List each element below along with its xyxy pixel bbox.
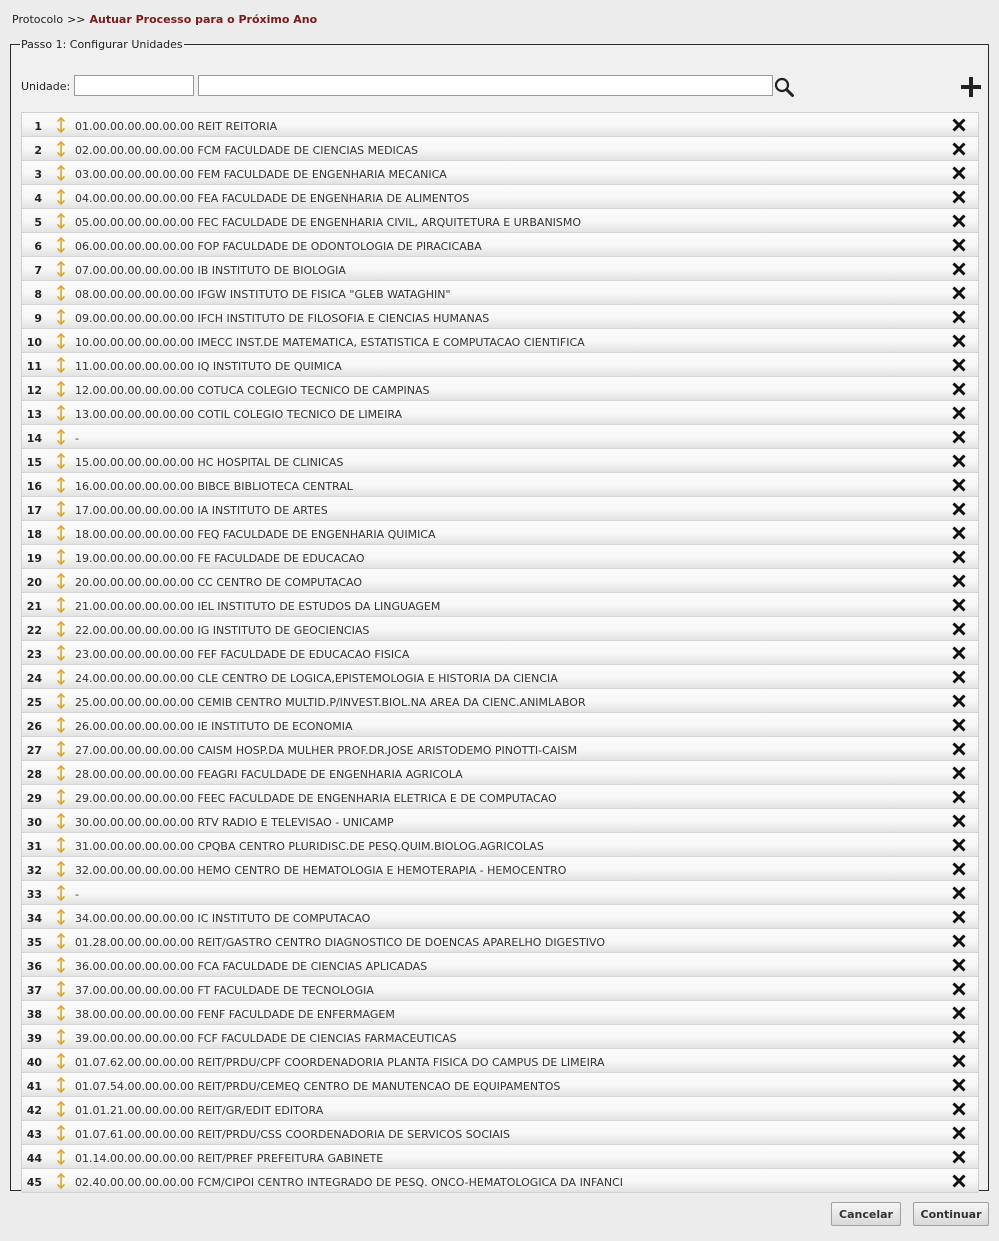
unit-text: 01.28.00.00.00.00.00 REIT/GASTRO CENTRO DIAGNOSTICO DE DOENCAS APARELHO DIGESTIVO (75, 936, 606, 949)
drag-handle-icon[interactable] (56, 1173, 66, 1189)
list-item[interactable] (22, 473, 978, 497)
drag-handle-icon[interactable] (56, 549, 66, 565)
item-number: 20 (26, 576, 42, 589)
drag-handle-icon[interactable] (56, 789, 66, 805)
close-icon[interactable] (951, 933, 967, 949)
list-item[interactable] (22, 785, 978, 809)
list-item[interactable] (22, 737, 978, 761)
drag-handle-icon[interactable] (56, 621, 66, 637)
drag-handle-icon[interactable] (56, 165, 66, 181)
unit-text: 27.00.00.00.00.00.00 CAISM HOSP.DA MULHER PROF.DR.JOSE ARISTODEMO PINOTTI-CAISM (75, 744, 578, 757)
list-item[interactable] (22, 689, 978, 713)
close-icon[interactable] (951, 813, 967, 829)
unit-text: 10.00.00.00.00.00.00 IMECC INST.DE MATEMATICA, ESTATISTICA E COMPUTACAO CIENTIFICA (75, 336, 585, 349)
unit-text: - (75, 432, 79, 445)
unit-text: 12.00.00.00.00.00.00 COTUCA COLEGIO TECNICO DE CAMPINAS (75, 384, 430, 397)
item-number: 35 (26, 936, 42, 949)
close-icon[interactable] (951, 861, 967, 877)
unit-text: 16.00.00.00.00.00.00 BIBCE BIBLIOTECA CENTRAL (75, 480, 353, 493)
drag-handle-icon[interactable] (56, 885, 66, 901)
list-item[interactable] (22, 1025, 978, 1049)
unit-text: 01.07.61.00.00.00.00 REIT/PRDU/CSS COORDENADORIA DE SERVICOS SOCIAIS (75, 1128, 511, 1141)
step-1-panel (10, 38, 989, 1191)
drag-handle-icon[interactable] (56, 741, 66, 757)
drag-handle-icon[interactable] (56, 645, 66, 661)
unit-text: 02.40.00.00.00.00.00 FCM/CIPOI CENTRO INTEGRADO DE PESQ. ONCO-HEMATOLOGICA DA INFANCI (75, 1176, 624, 1189)
unit-text: 22.00.00.00.00.00.00 IG INSTITUTO DE GEOCIENCIAS (75, 624, 370, 637)
unit-text: 25.00.00.00.00.00.00 CEMIB CENTRO MULTID.P/INVEST.BIOL.NA AREA DA CIENC.ANIMLABOR (75, 696, 586, 709)
item-number: 14 (26, 432, 42, 445)
list-item[interactable] (22, 713, 978, 737)
unit-text: 01.07.62.00.00.00.00 REIT/PRDU/CPF COORDENADORIA PLANTA FISICA DO CAMPUS DE LIMEIRA (75, 1056, 605, 1069)
drag-handle-icon[interactable] (56, 309, 66, 325)
drag-handle-icon[interactable] (56, 573, 66, 589)
close-icon[interactable] (951, 117, 967, 133)
close-icon[interactable] (951, 189, 967, 205)
item-number: 43 (26, 1128, 42, 1141)
drag-handle-icon[interactable] (56, 1101, 66, 1117)
unit-text: 36.00.00.00.00.00.00 FCA FACULDADE DE CIENCIAS APLICADAS (75, 960, 428, 973)
drag-handle-icon[interactable] (56, 669, 66, 685)
close-icon[interactable] (951, 1029, 967, 1045)
list-item[interactable] (22, 257, 978, 281)
list-item[interactable] (22, 665, 978, 689)
item-number: 9 (34, 312, 42, 325)
unit-text: 39.00.00.00.00.00.00 FCF FACULDADE DE CIENCIAS FARMACEUTICAS (75, 1032, 457, 1045)
list-item[interactable] (22, 857, 978, 881)
close-icon[interactable] (951, 597, 967, 613)
drag-handle-icon[interactable] (56, 813, 66, 829)
item-number: 34 (26, 912, 42, 925)
close-icon[interactable] (951, 1053, 967, 1069)
item-number: 5 (34, 216, 42, 229)
drag-handle-icon[interactable] (56, 1077, 66, 1093)
close-icon[interactable] (951, 837, 967, 853)
list-item[interactable] (22, 449, 978, 473)
close-icon[interactable] (951, 501, 967, 517)
item-number: 2 (34, 144, 42, 157)
close-icon[interactable] (951, 789, 967, 805)
item-number: 30 (26, 816, 42, 829)
unit-text: 29.00.00.00.00.00.00 FEEC FACULDADE DE ENGENHARIA ELETRICA E DE COMPUTACAO (75, 792, 557, 805)
item-number: 22 (26, 624, 42, 637)
unit-text: 24.00.00.00.00.00.00 CLE CENTRO DE LOGICA,EPISTEMOLOGIA E HISTORIA DA CIENCIA (75, 672, 558, 685)
drag-handle-icon[interactable] (56, 1005, 66, 1021)
unit-text: 21.00.00.00.00.00.00 IEL INSTITUTO DE ESTUDOS DA LINGUAGEM (75, 600, 441, 613)
item-number: 8 (34, 288, 42, 301)
drag-handle-icon[interactable] (56, 933, 66, 949)
close-icon[interactable] (951, 957, 967, 973)
item-number: 3 (34, 168, 42, 181)
unit-text: 01.00.00.00.00.00.00 REIT REITORIA (75, 120, 278, 133)
list-item[interactable] (22, 353, 978, 377)
drag-handle-icon[interactable] (56, 861, 66, 877)
close-icon[interactable] (951, 429, 967, 445)
list-item[interactable] (22, 1001, 978, 1025)
unit-label: Unidade: (21, 80, 71, 93)
unit-text: 38.00.00.00.00.00.00 FENF FACULDADE DE ENFERMAGEM (75, 1008, 395, 1021)
item-number: 19 (26, 552, 42, 565)
unit-text: 15.00.00.00.00.00.00 HC HOSPITAL DE CLINICAS (75, 456, 344, 469)
unit-text: 01.01.21.00.00.00.00 REIT/GR/EDIT EDITORA (75, 1104, 324, 1117)
close-icon[interactable] (951, 981, 967, 997)
item-number: 41 (26, 1080, 42, 1093)
item-number: 40 (26, 1056, 42, 1069)
list-item[interactable] (22, 1145, 978, 1169)
list-item[interactable] (22, 209, 978, 233)
close-icon[interactable] (951, 237, 967, 253)
list-item[interactable] (22, 329, 978, 353)
close-icon[interactable] (951, 885, 967, 901)
drag-handle-icon[interactable] (56, 357, 66, 373)
list-item[interactable] (22, 593, 978, 617)
item-number: 18 (26, 528, 42, 541)
close-icon[interactable] (951, 645, 967, 661)
breadcrumb-separator: >> (67, 13, 86, 26)
close-icon[interactable] (951, 693, 967, 709)
list-item[interactable] (22, 281, 978, 305)
list-item[interactable] (22, 521, 978, 545)
unit-list (21, 112, 979, 1192)
item-number: 16 (26, 480, 42, 493)
unit-text: 08.00.00.00.00.00.00 IFGW INSTITUTO DE FISICA "GLEB WATAGHIN" (75, 288, 451, 301)
unit-text: 03.00.00.00.00.00.00 FEM FACULDADE DE ENGENHARIA MECANICA (75, 168, 447, 181)
breadcrumb-root[interactable]: Protocolo (12, 13, 64, 26)
drag-handle-icon[interactable] (56, 453, 66, 469)
list-item[interactable] (22, 305, 978, 329)
drag-handle-icon[interactable] (56, 597, 66, 613)
drag-handle-icon[interactable] (56, 405, 66, 421)
unit-text: 05.00.00.00.00.00.00 FEC FACULDADE DE ENGENHARIA CIVIL, ARQUITETURA E URBANISMO (75, 216, 582, 229)
close-icon[interactable] (951, 549, 967, 565)
drag-handle-icon[interactable] (56, 237, 66, 253)
cancel-button[interactable]: Cancelar (831, 1202, 901, 1226)
unit-text: 01.14.00.00.00.00.00 REIT/PREF PREFEITURA GABINETE (75, 1152, 384, 1165)
drag-handle-icon[interactable] (56, 1125, 66, 1141)
unit-text: 31.00.00.00.00.00.00 CPQBA CENTRO PLURIDISC.DE PESQ.QUIM.BIOLOG.AGRICOLAS (75, 840, 544, 853)
close-icon[interactable] (951, 141, 967, 157)
close-icon[interactable] (951, 381, 967, 397)
item-number: 39 (26, 1032, 42, 1045)
item-number: 25 (26, 696, 42, 709)
drag-handle-icon[interactable] (56, 957, 66, 973)
drag-handle-icon[interactable] (56, 693, 66, 709)
continue-button[interactable]: Continuar (913, 1202, 989, 1226)
drag-handle-icon[interactable] (56, 333, 66, 349)
item-number: 23 (26, 648, 42, 661)
drag-handle-icon[interactable] (56, 429, 66, 445)
unit-text: 23.00.00.00.00.00.00 FEF FACULDADE DE EDUCACAO FISICA (75, 648, 410, 661)
item-number: 7 (34, 264, 42, 277)
unit-text: 30.00.00.00.00.00.00 RTV RADIO E TELEVISAO - UNICAMP (75, 816, 394, 829)
close-icon[interactable] (951, 1173, 967, 1189)
list-item[interactable] (22, 977, 978, 1001)
list-item[interactable] (22, 137, 978, 161)
list-item[interactable] (22, 929, 978, 953)
close-icon[interactable] (951, 741, 967, 757)
item-number: 27 (26, 744, 42, 757)
drag-handle-icon[interactable] (56, 909, 66, 925)
list-item[interactable] (22, 1073, 978, 1097)
close-icon[interactable] (951, 1101, 967, 1117)
list-item[interactable] (22, 377, 978, 401)
list-item[interactable] (22, 497, 978, 521)
drag-handle-icon[interactable] (56, 261, 66, 277)
close-icon[interactable] (951, 1005, 967, 1021)
close-icon[interactable] (951, 1125, 967, 1141)
item-number: 4 (34, 192, 42, 205)
close-icon[interactable] (951, 717, 967, 733)
close-icon[interactable] (951, 213, 967, 229)
list-item[interactable] (22, 113, 978, 137)
unit-text: 20.00.00.00.00.00.00 CC CENTRO DE COMPUTACAO (75, 576, 362, 589)
unit-text: 06.00.00.00.00.00.00 FOP FACULDADE DE ODONTOLOGIA DE PIRACICABA (75, 240, 482, 253)
drag-handle-icon[interactable] (56, 1149, 66, 1165)
list-item[interactable] (22, 1097, 978, 1121)
list-item[interactable] (22, 425, 978, 449)
drag-handle-icon[interactable] (56, 525, 66, 541)
item-number: 45 (26, 1176, 42, 1189)
close-icon[interactable] (951, 525, 967, 541)
page-title: Autuar Processo para o Próximo Ano (89, 13, 318, 26)
close-icon[interactable] (951, 357, 967, 373)
search-icon[interactable] (773, 76, 795, 98)
item-number: 32 (26, 864, 42, 877)
item-number: 44 (26, 1152, 42, 1165)
item-number: 33 (26, 888, 42, 901)
unit-text: 19.00.00.00.00.00.00 FE FACULDADE DE EDUCACAO (75, 552, 365, 565)
item-number: 29 (26, 792, 42, 805)
close-icon[interactable] (951, 285, 967, 301)
item-number: 26 (26, 720, 42, 733)
unit-text: 01.07.54.00.00.00.00 REIT/PRDU/CEMEQ CENTRO DE MANUTENCAO DE EQUIPAMENTOS (75, 1080, 561, 1093)
close-icon[interactable] (951, 765, 967, 781)
item-number: 28 (26, 768, 42, 781)
close-icon[interactable] (951, 453, 967, 469)
item-number: 1 (34, 120, 42, 133)
item-number: 13 (26, 408, 42, 421)
breadcrumb (12, 13, 317, 26)
unit-name-input[interactable] (198, 75, 773, 96)
close-icon[interactable] (951, 261, 967, 277)
list-item[interactable] (22, 233, 978, 257)
drag-handle-icon[interactable] (56, 765, 66, 781)
item-number: 42 (26, 1104, 42, 1117)
unit-text: 04.00.00.00.00.00.00 FEA FACULDADE DE ENGENHARIA DE ALIMENTOS (75, 192, 470, 205)
unit-text: 09.00.00.00.00.00.00 IFCH INSTITUTO DE FILOSOFIA E CIENCIAS HUMANAS (75, 312, 490, 325)
list-item[interactable] (22, 185, 978, 209)
plus-icon[interactable] (958, 74, 984, 100)
drag-handle-icon[interactable] (56, 1053, 66, 1069)
close-icon[interactable] (951, 165, 967, 181)
unit-text: 11.00.00.00.00.00.00 IQ INSTITUTO DE QUIMICA (75, 360, 342, 373)
close-icon[interactable] (951, 1077, 967, 1093)
unit-filter-row (21, 73, 981, 97)
list-item[interactable] (22, 809, 978, 833)
drag-handle-icon[interactable] (56, 1029, 66, 1045)
drag-handle-icon[interactable] (56, 381, 66, 397)
unit-text: - (75, 888, 79, 901)
item-number: 31 (26, 840, 42, 853)
drag-handle-icon[interactable] (56, 477, 66, 493)
list-item[interactable] (22, 1169, 978, 1193)
close-icon[interactable] (951, 477, 967, 493)
unit-text: 18.00.00.00.00.00.00 FEQ FACULDADE DE ENGENHARIA QUIMICA (75, 528, 436, 541)
close-icon[interactable] (951, 333, 967, 349)
close-icon[interactable] (951, 621, 967, 637)
drag-handle-icon[interactable] (56, 717, 66, 733)
item-number: 21 (26, 600, 42, 613)
drag-handle-icon[interactable] (56, 189, 66, 205)
close-icon[interactable] (951, 573, 967, 589)
unit-text: 07.00.00.00.00.00.00 IB INSTITUTO DE BIOLOGIA (75, 264, 346, 277)
drag-handle-icon[interactable] (56, 501, 66, 517)
list-item[interactable] (22, 161, 978, 185)
close-icon[interactable] (951, 669, 967, 685)
list-item[interactable] (22, 761, 978, 785)
list-item[interactable] (22, 953, 978, 977)
unit-text: 37.00.00.00.00.00.00 FT FACULDADE DE TECNOLOGIA (75, 984, 374, 997)
drag-handle-icon[interactable] (56, 981, 66, 997)
drag-handle-icon[interactable] (56, 837, 66, 853)
item-number: 6 (34, 240, 42, 253)
list-item[interactable] (22, 833, 978, 857)
item-number: 17 (26, 504, 42, 517)
item-number: 36 (26, 960, 42, 973)
item-number: 15 (26, 456, 42, 469)
close-icon[interactable] (951, 909, 967, 925)
list-item[interactable] (22, 1049, 978, 1073)
unit-text: 02.00.00.00.00.00.00 FCM FACULDADE DE CIENCIAS MEDICAS (75, 144, 418, 157)
list-item[interactable] (22, 569, 978, 593)
unit-text: 28.00.00.00.00.00.00 FEAGRI FACULDADE DE ENGENHARIA AGRICOLA (75, 768, 463, 781)
unit-code-input[interactable] (74, 75, 194, 96)
drag-handle-icon[interactable] (56, 285, 66, 301)
list-item[interactable] (22, 545, 978, 569)
close-icon[interactable] (951, 405, 967, 421)
list-item[interactable] (22, 401, 978, 425)
list-item[interactable] (22, 617, 978, 641)
unit-text: 17.00.00.00.00.00.00 IA INSTITUTO DE ARTES (75, 504, 328, 517)
unit-text: 26.00.00.00.00.00.00 IE INSTITUTO DE ECONOMIA (75, 720, 353, 733)
unit-text: 34.00.00.00.00.00.00 IC INSTITUTO DE COMPUTACAO (75, 912, 371, 925)
list-item[interactable] (22, 641, 978, 665)
step-legend: Passo 1: Configurar Unidades (21, 38, 183, 51)
item-number: 12 (26, 384, 42, 397)
drag-handle-icon[interactable] (56, 117, 66, 133)
unit-text: 32.00.00.00.00.00.00 HEMO CENTRO DE HEMATOLOGIA E HEMOTERAPIA - HEMOCENTRO (75, 864, 567, 877)
item-number: 24 (26, 672, 42, 685)
unit-text: 13.00.00.00.00.00.00 COTIL COLEGIO TECNICO DE LIMEIRA (75, 408, 403, 421)
close-icon[interactable] (951, 309, 967, 325)
item-number: 10 (26, 336, 42, 349)
item-number: 38 (26, 1008, 42, 1021)
item-number: 11 (26, 360, 42, 373)
close-icon[interactable] (951, 1149, 967, 1165)
drag-handle-icon[interactable] (56, 213, 66, 229)
drag-handle-icon[interactable] (56, 141, 66, 157)
item-number: 37 (26, 984, 42, 997)
list-item[interactable] (22, 905, 978, 929)
list-item[interactable] (22, 881, 978, 905)
list-item[interactable] (22, 1121, 978, 1145)
